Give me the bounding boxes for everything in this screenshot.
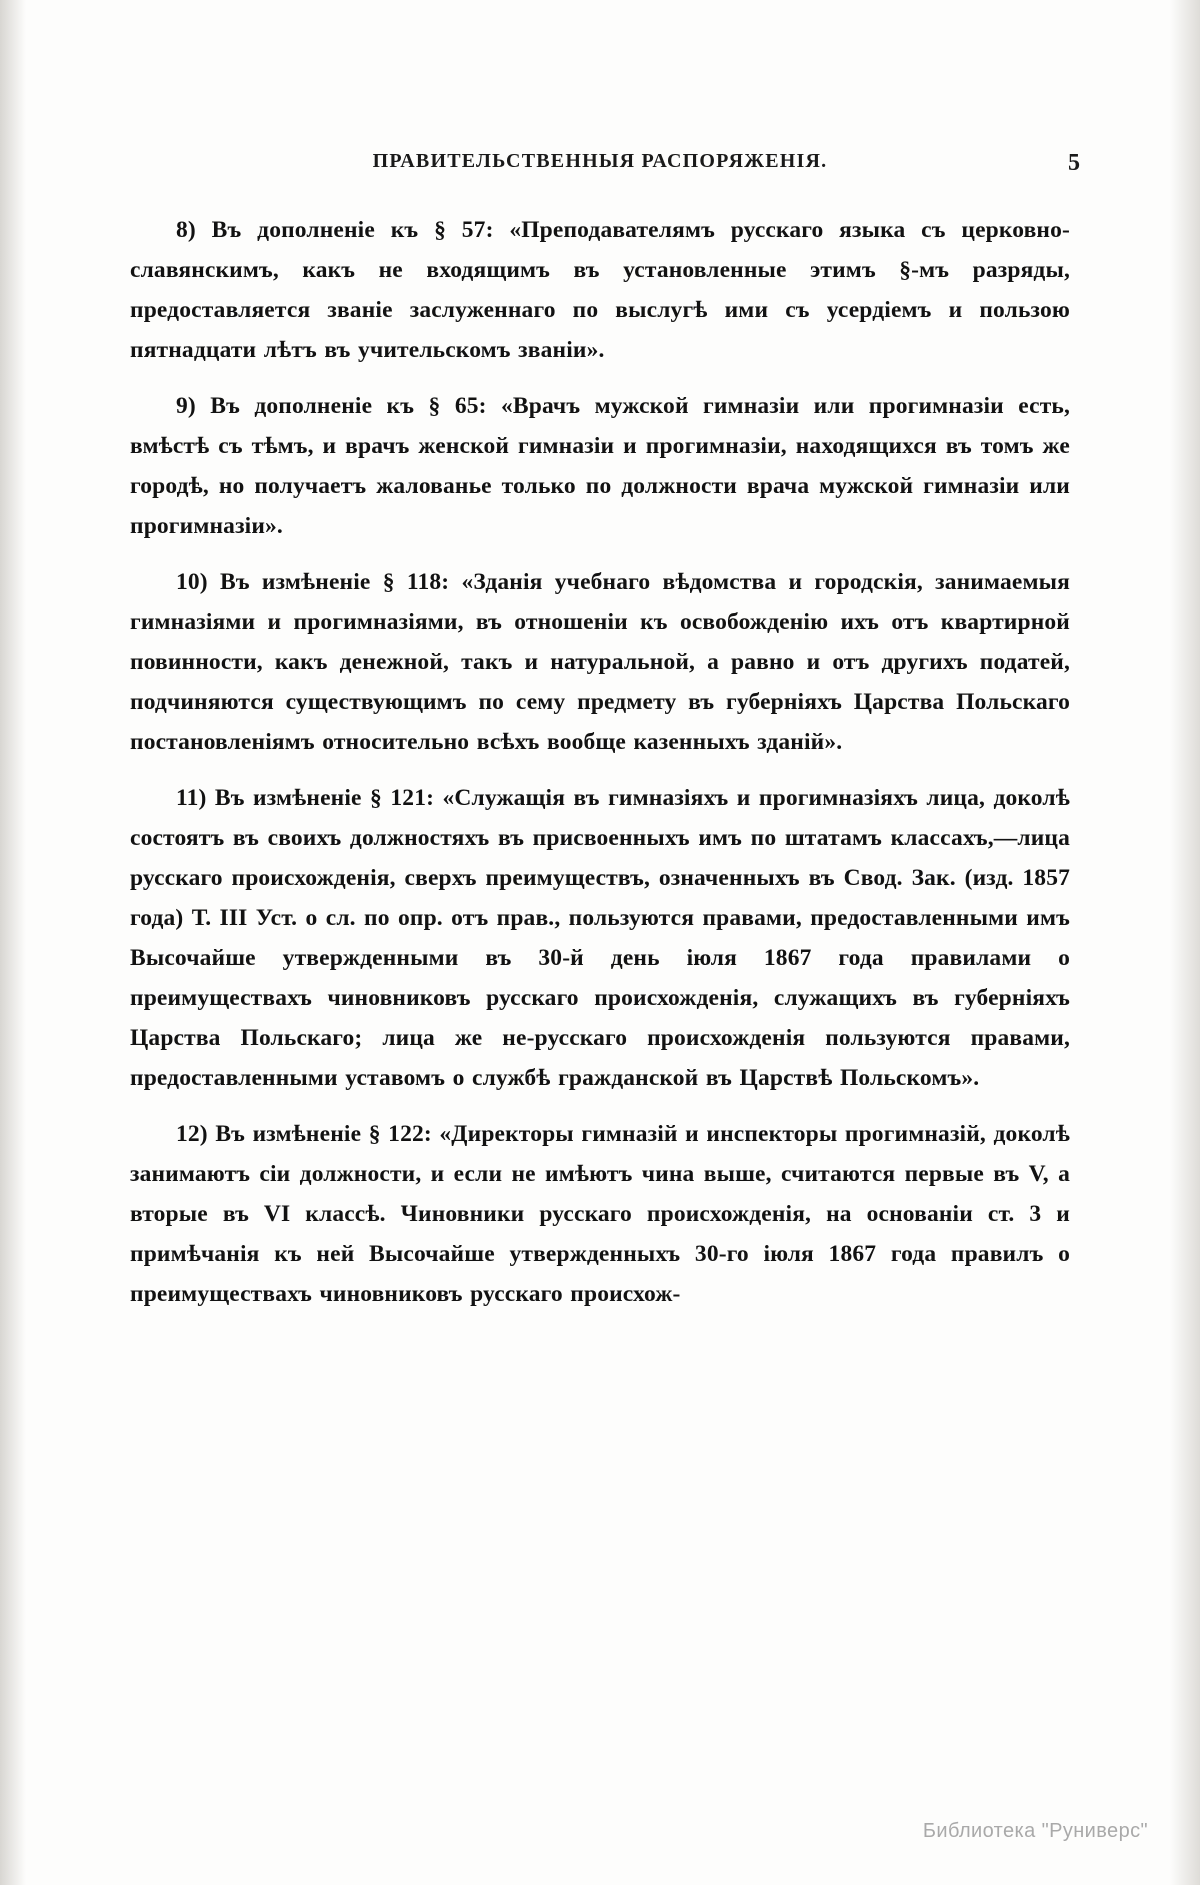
page-content <box>130 150 1080 1314</box>
library-watermark: Библиотека "Руниверс" <box>922 1820 1148 1842</box>
page-header <box>130 150 1080 190</box>
paragraph-9: 9) Въ дополненіе къ § 65: «Врачъ мужской гимназіи или прогимназіи есть, вмѣстѣ съ тѣмъ, и врачъ женской гимназіи и прогимназіи, находящихся въ томъ же городѣ, но получаетъ жалованье только по должности врача мужской гимназіи или прогимназіи». <box>130 393 1070 539</box>
paragraph-10: 10) Въ измѣненіе § 118: «Зданія учебнаго вѣдомства и городскія, занимаемыя гимназіями и прогимназіями, въ отношеніи къ освобожденію ихъ отъ квартирной повинности, какъ денежной, такъ и натуральной, а равно и отъ другихъ податей, подчиняются существующимъ по сему предмету въ губерніяхъ Царства Польскаго постановленіямъ относительно всѣхъ вообще казенныхъ зданій». <box>130 569 1070 755</box>
paragraph-8: 8) Въ дополненіе къ § 57: «Преподавателямъ русскаго языка съ церковно-славянскимъ, какъ не входящимъ въ установленные этимъ §-мъ разряды, предоставляется званіе заслуженнаго по выслугѣ ими съ усердіемъ и пользою пятнадцати лѣтъ въ учительскомъ званіи». <box>130 217 1070 363</box>
paragraph-11: 11) Въ измѣненіе § 121: «Служащія въ гимназіяхъ и прогимназіяхъ лица, доколѣ состоятъ въ своихъ должностяхъ въ присвоенныхъ имъ по штатамъ классахъ,—лица русскаго происхожденія, сверхъ преимуществъ, означенныхъ въ Свод. Зак. (изд. 1857 года) Т. III Уст. о сл. по опр. отъ прав., пользуются правами, предоставленными имъ Высочайше утвержденными въ 30-й день іюля 1867 года правилами о преимуществахъ чиновниковъ русскаго происхожденія, служащихъ въ губерніяхъ Царства Польскаго; лица же не-русскаго происхожденія пользуются правами, предоставленными уставомъ о службѣ гражданской въ Царствѣ Польскомъ». <box>130 785 1070 1091</box>
running-head-title: ПРАВИТЕЛЬСТВЕННЫЯ РАСПОРЯЖЕНІЯ. <box>372 150 828 172</box>
page-number: 5 <box>1068 150 1080 176</box>
paragraph-12: 12) Въ измѣненіе § 122: «Директоры гимназій и инспекторы прогимназій, доколѣ занимаютъ сіи должности, и если не имѣютъ чина выше, считаются первые въ V, а вторые въ VI классѣ. Чиновники русскаго происхожденія, на основаніи ст. 3 и примѣчанія къ ней Высочайше утвержденныхъ 30-го іюля 1867 года правилъ о преимуществахъ чиновниковъ русскаго происхож- <box>130 1121 1070 1307</box>
